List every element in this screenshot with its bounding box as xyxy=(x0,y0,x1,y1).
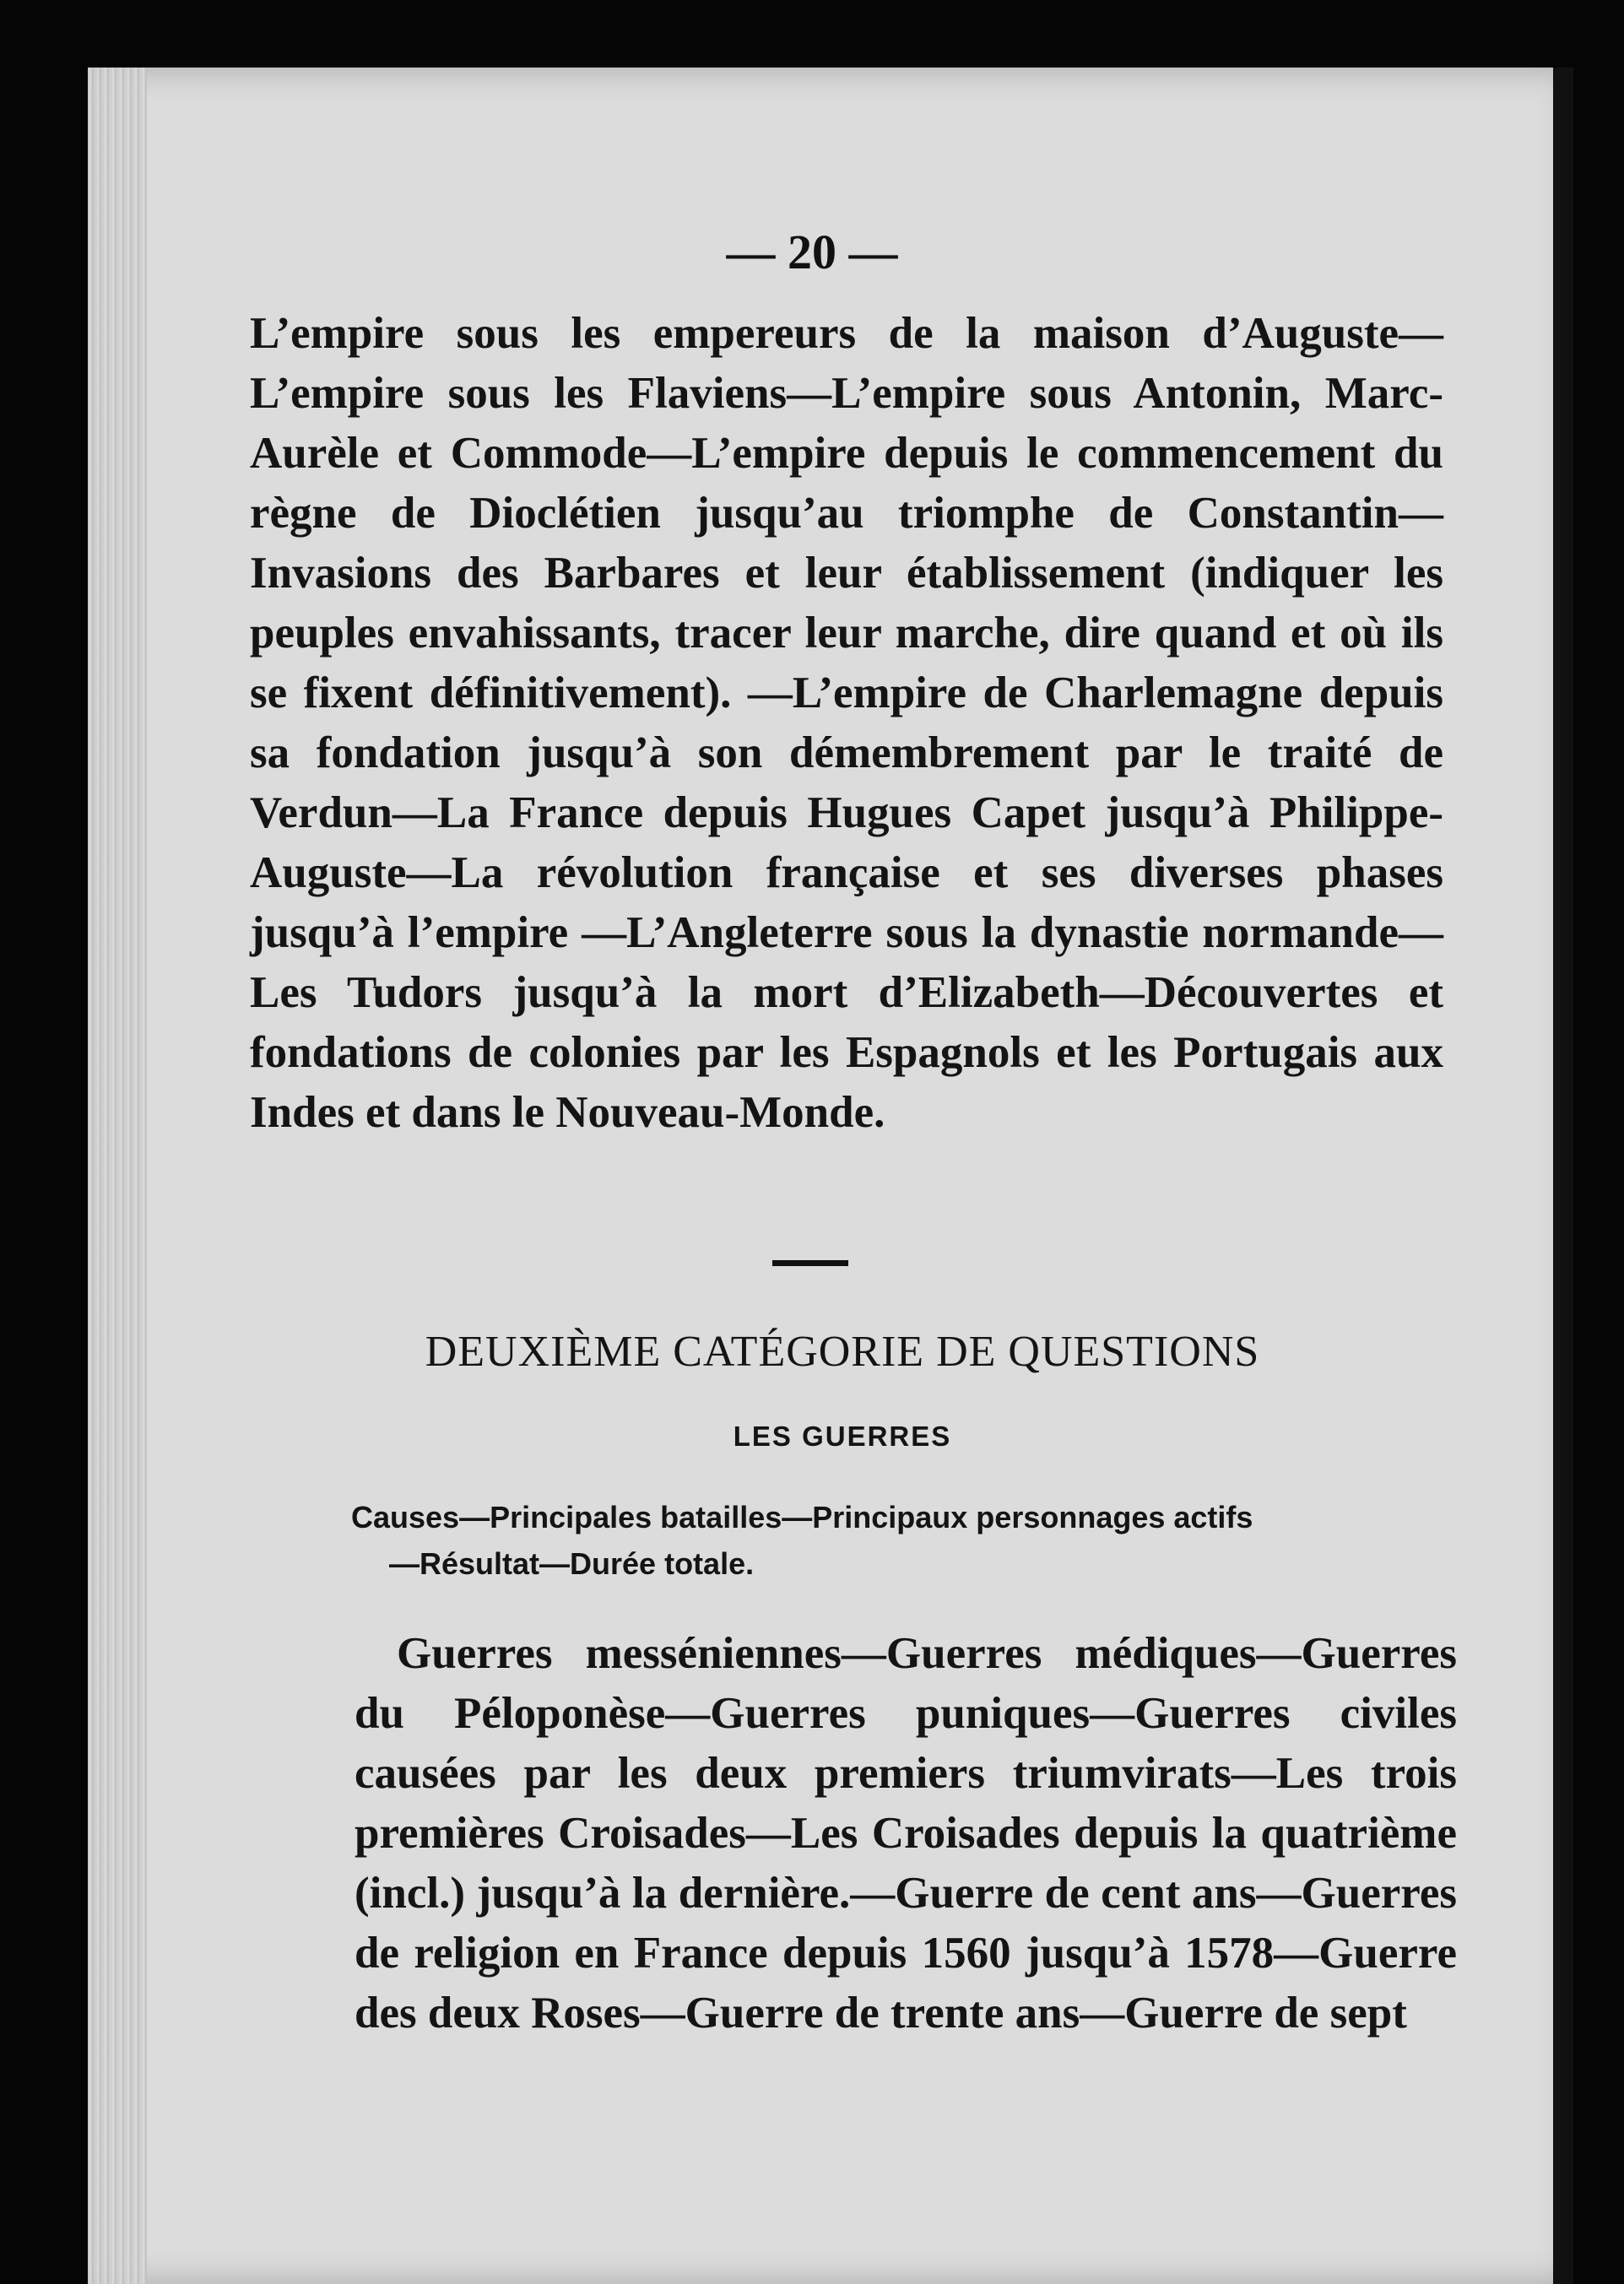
note-line-1: Causes—Principales batailles—Principaux personnages actifs xyxy=(351,1500,1253,1534)
sub-heading-wars: LES GUERRES xyxy=(733,1421,952,1452)
section-divider xyxy=(772,1260,848,1266)
note-line-2: —Résultat—Durée totale. xyxy=(389,1546,755,1581)
page-binding-edge xyxy=(88,68,147,2284)
page-number: — 20 — xyxy=(726,225,898,279)
paragraph-empires: L’empire sous les empereurs de la maison d’Auguste— L’empire sous les Flaviens—L’empire sous Antonin, Marc-Aurèle et Commode—L’empire depuis le commencement du règne de Dioclétien jusqu’au triomphe de Constantin—Invasions des Barbares et leur établissement (indiquer les peuples envahissants, tracer leur marche, dire quand et où ils se fixent définitivement). —L’empire de Charlemagne depuis sa fondation jusqu’à son démembrement par le traité de Verdun—La France depuis Hugues Capet jusqu’à Philippe-Auguste—La révolution française et ses diverses phases jusqu’à l’empire —L’Angleterre sous la dynastie normande—Les Tudors jusqu’à la mort d’Elizabeth—Découvertes et fondations de colonies par les Espagnols et les Portugais aux Indes et dans le Nouveau-Monde. xyxy=(250,309,1443,1137)
instruction-note xyxy=(351,1494,1448,1587)
section-heading: DEUXIÈME CATÉGORIE DE QUESTIONS xyxy=(425,1328,1260,1376)
paragraph-wars: Guerres messéniennes—Guerres médiques—Guerres du Péloponèse—Guerres puniques—Guerres civiles causées par les deux premiers triumvirats—Les trois premières Croisades—Les Croisades depuis la quatrième (incl.) jusqu’à la dernière.—Guerre de cent ans—Guerres de religion en France depuis 1560 jusqu’à 1578—Guerre des deux Roses—Guerre de trente ans—Guerre de sept xyxy=(355,1629,1457,2038)
page-right-shadow xyxy=(1553,68,1573,2284)
